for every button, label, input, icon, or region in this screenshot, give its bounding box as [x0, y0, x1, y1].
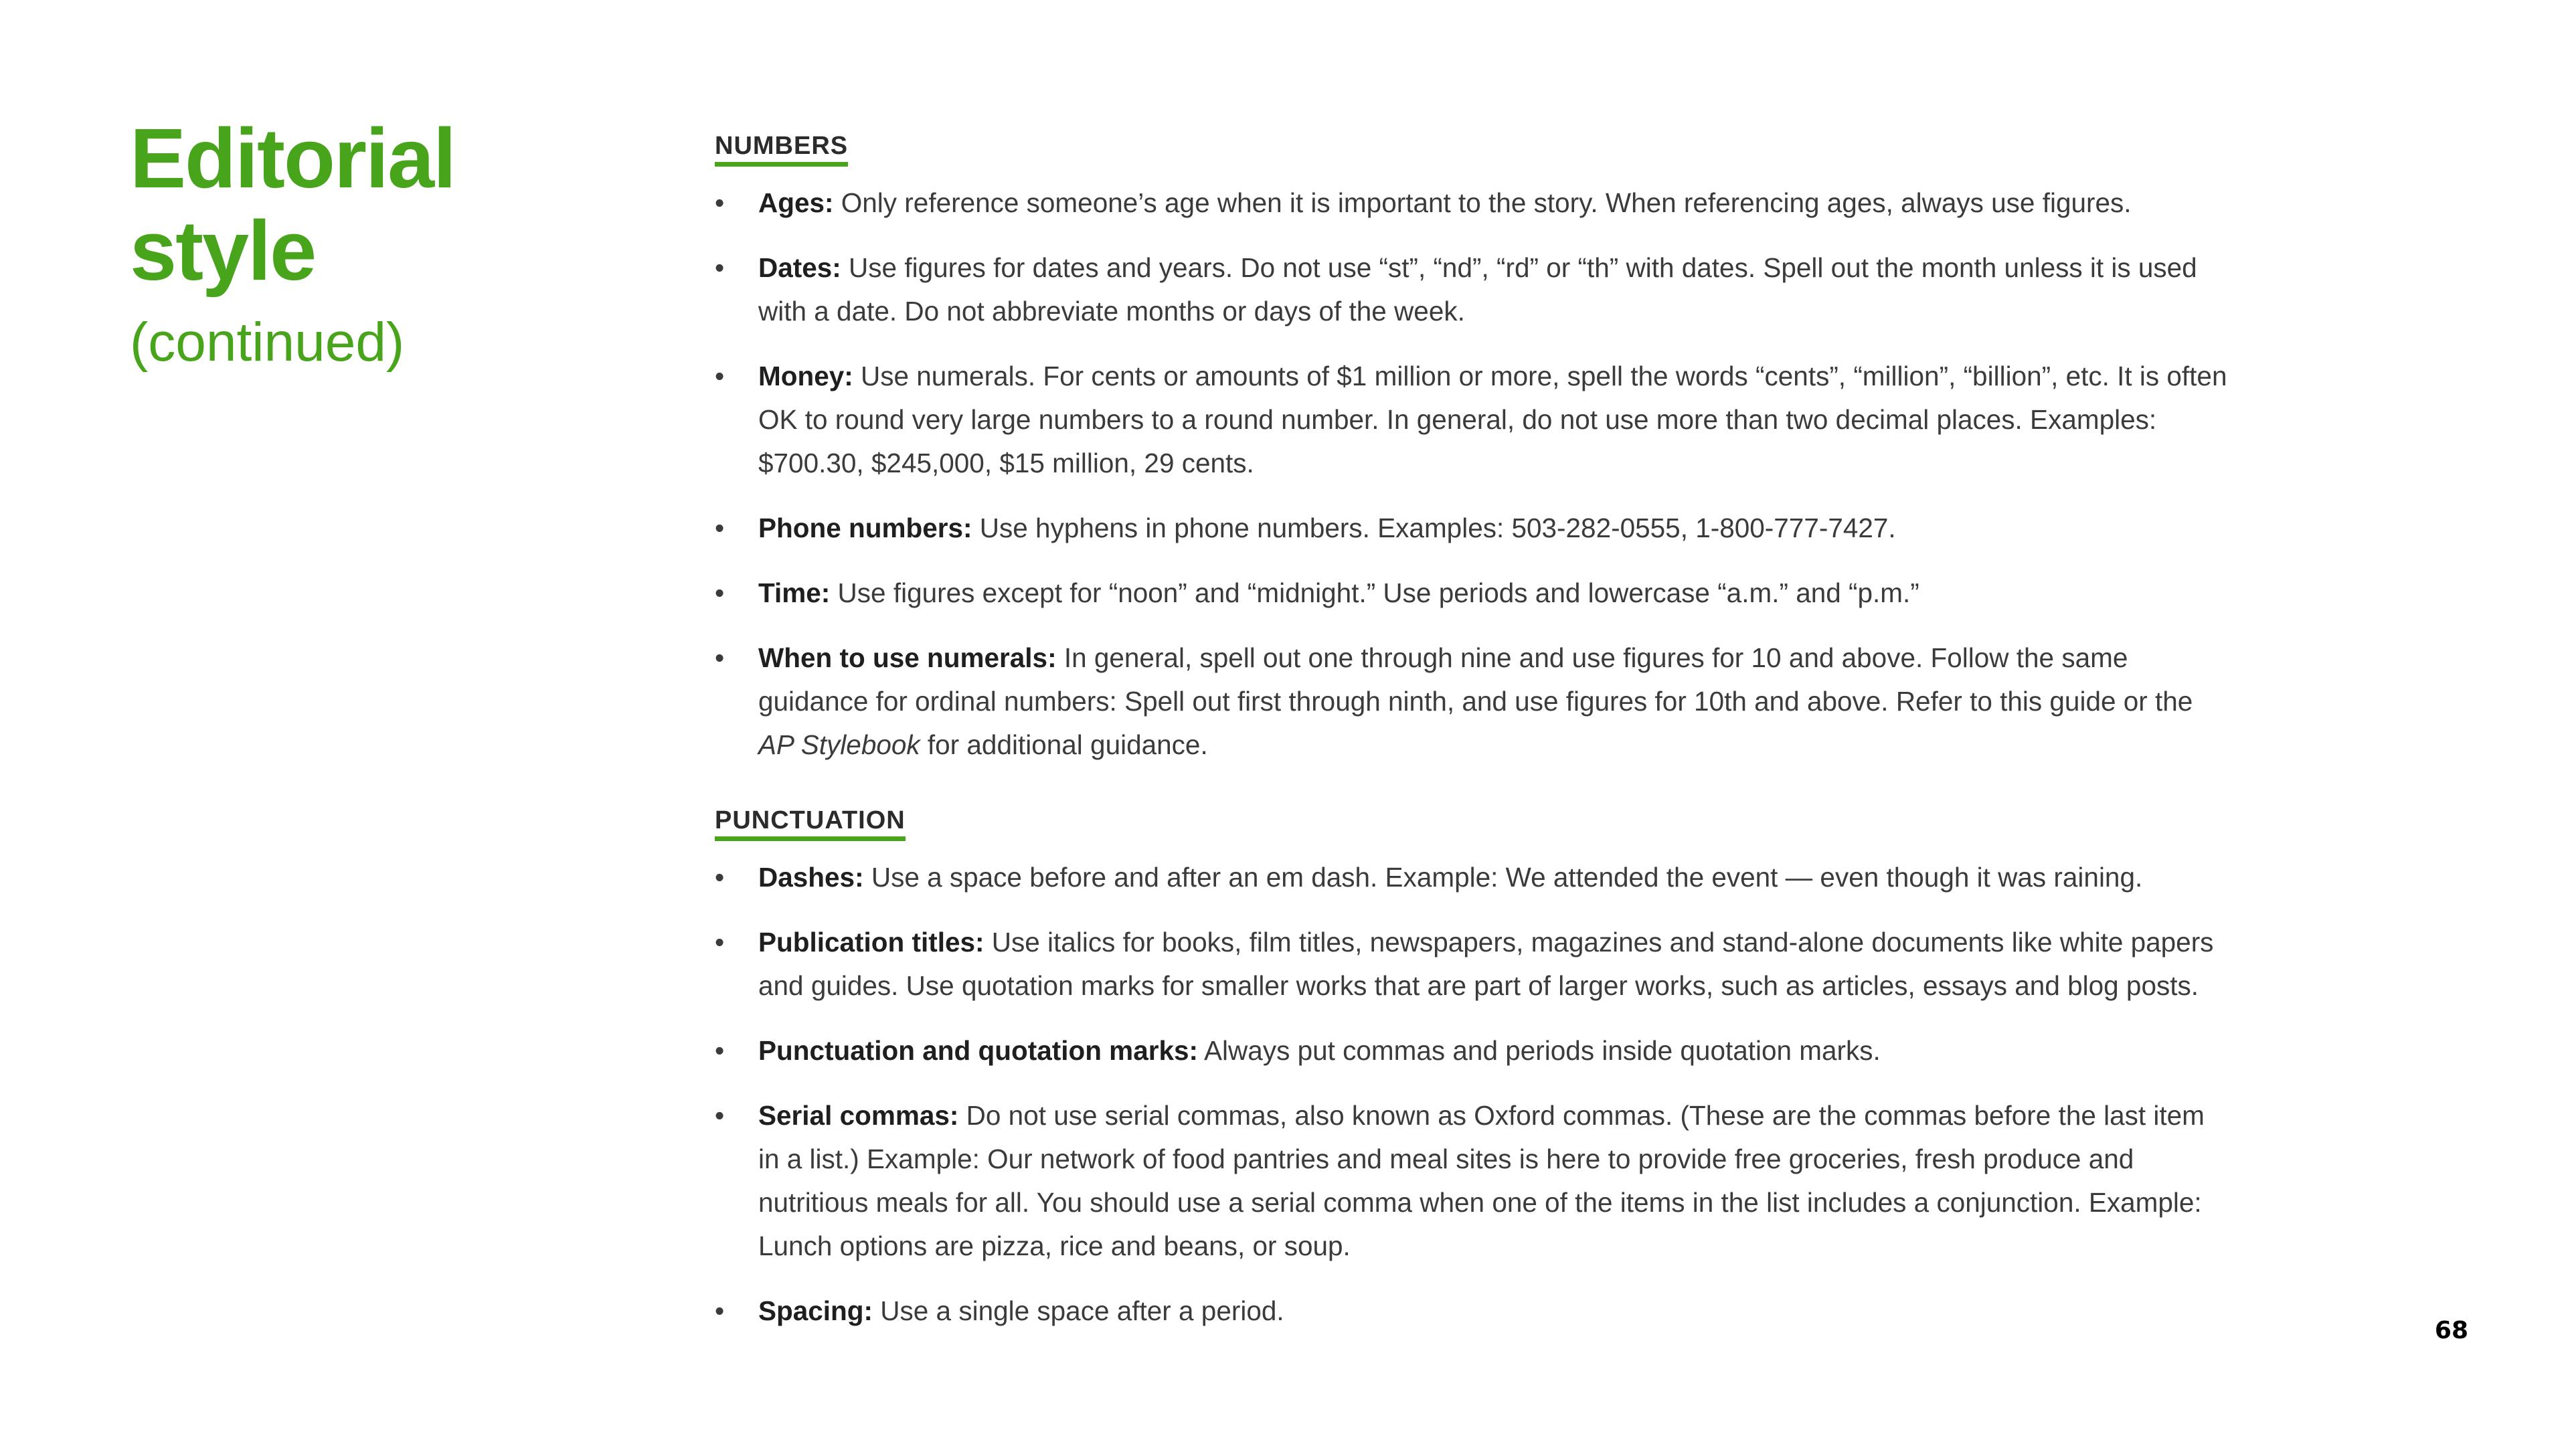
bullet-icon: • [715, 1100, 725, 1131]
page-title [130, 112, 455, 297]
item-text: Use numerals. For cents or amounts of $1 million or more, spell the words “cents”, “million”, “billion”, etc. It is often OK to round very large numbers to a round number. In general, do not use more than two decimal places. Examples: $700.30, $245,000, $15 million, 29 cents. [758, 361, 2227, 478]
item-term: Dashes: [758, 862, 864, 893]
content-column [715, 130, 2227, 1333]
list-item-dashes [715, 856, 2227, 899]
item-text: Use figures for dates and years. Do not use “st”, “nd”, “rd” or “th” with dates. Spell out the month unless it is used with a date. Do not abbreviate months or days of the week. [758, 252, 2197, 327]
list-item-serial-commas [715, 1094, 2227, 1268]
bullet-icon: • [715, 1035, 725, 1066]
bullet-icon: • [715, 927, 725, 958]
item-text: Do not use serial commas, also known as Oxford commas. (These are the commas before the last item in a list.) Example: Our network of food pantries and meal sites is here to provide free groceries, fresh produce and nutritious meals for all. You should use a serial comma when one of the items in the list includes a conjunction. Example: Lunch options are pizza, rice and beans, or soup. [758, 1100, 2205, 1261]
item-text: Use italics for books, film titles, newspapers, magazines and stand-alone documents like white papers and guides. Use quotation marks for smaller works that are part of larger works, such as articles, essays and blog posts. [758, 927, 2214, 1001]
page-number: 68 [2434, 1317, 2468, 1344]
list-item-money [715, 355, 2227, 485]
item-text-italic: AP Stylebook [758, 729, 920, 760]
bullet-icon: • [715, 252, 725, 283]
item-term: Ages: [758, 187, 834, 218]
page-subtitle: (continued) [130, 312, 405, 373]
list-item-spacing [715, 1289, 2227, 1333]
bullet-icon: • [715, 513, 725, 543]
list-item-punctuation-and-quotation-marks [715, 1029, 2227, 1073]
item-term: Time: [758, 577, 831, 608]
item-term: When to use numerals: [758, 642, 1057, 673]
page-title-line-2: style [130, 203, 316, 298]
item-text: Use a single space after a period. [873, 1295, 1284, 1326]
bullet-icon: • [715, 577, 725, 608]
item-term: Spacing: [758, 1295, 873, 1326]
item-term: Phone numbers: [758, 513, 972, 543]
item-term: Punctuation and quotation marks: [758, 1035, 1199, 1066]
list-item-ages [715, 181, 2227, 225]
item-term: Money: [758, 361, 853, 391]
item-text: Use figures except for “noon” and “midnight.” Use periods and lowercase “a.m.” and “p.m.” [830, 577, 1919, 608]
item-term: Dates: [758, 252, 841, 283]
punctuation-section [715, 804, 2227, 1333]
bullet-icon: • [715, 642, 725, 673]
item-text: Use hyphens in phone numbers. Examples: 503-282-0555, 1-800-777-7427. [972, 513, 1896, 543]
bullet-icon: • [715, 1295, 725, 1326]
title-block [130, 112, 455, 376]
list-item-phone-numbers [715, 507, 2227, 550]
list-item-when-to-use-numerals [715, 636, 2227, 767]
bullet-icon: • [715, 361, 725, 391]
bullet-icon: • [715, 187, 725, 218]
numbers-section [715, 130, 2227, 767]
page-title-line-1: Editorial [130, 111, 456, 205]
list-item-publication-titles [715, 921, 2227, 1008]
section-heading-punctuation: PUNCTUATION [715, 804, 906, 841]
item-text: Only reference someone’s age when it is important to the story. When referencing ages, always use figures. [833, 187, 2132, 218]
item-text: Use a space before and after an em dash. Example: We attended the event — even though it was raining. [863, 862, 2143, 893]
numbers-list [715, 181, 2227, 767]
punctuation-list [715, 856, 2227, 1333]
bullet-icon: • [715, 862, 725, 893]
list-item-dates [715, 246, 2227, 333]
item-text: Always put commas and periods inside quotation marks. [1198, 1035, 1881, 1066]
item-text-after: for additional guidance. [920, 729, 1208, 760]
item-term: Serial commas: [758, 1100, 959, 1131]
item-text: In general, spell out one through nine and use figures for 10 and above. Follow the same guidance for ordinal numbers: Spell out first through ninth, and use figures for 10th and above. Refer to this guide or the [758, 642, 2193, 717]
section-heading-numbers: NUMBERS [715, 130, 848, 167]
item-term: Publication titles: [758, 927, 984, 958]
list-item-time [715, 571, 2227, 615]
